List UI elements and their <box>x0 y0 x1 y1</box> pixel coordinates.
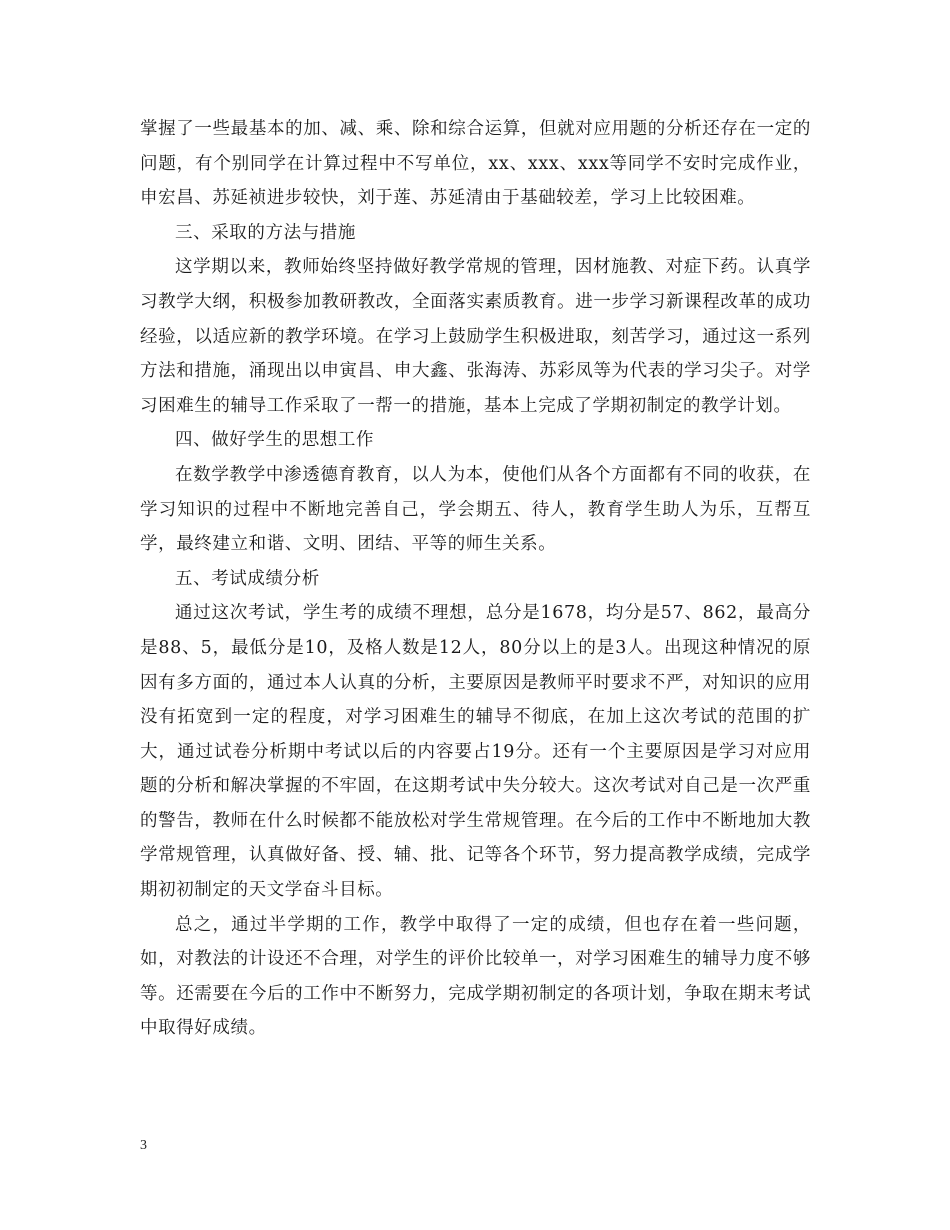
section-heading-ideology: 四、做好学生的思想工作 <box>175 430 375 451</box>
paragraph-methods: 这学期以来，教师始终坚持做好教学常规的管理，因材施教、对症下药。认真学习教学大纲，积极参加教研教改，全面落实素质教育。进一步学习新课程改革的成功经验，以适应新的教学环境。在学习上鼓励学生积极进取，刻苦学习，通过这一系列方法和措施，涌现出以申寅昌、申大鑫、张海涛、苏彩凤等为代表的学习尖子。对学习困难生的辅导工作采取了一帮一的措施，基本上完成了学期初制定的教学计划。 <box>140 257 811 416</box>
page-number: 3 <box>140 1138 147 1153</box>
paragraph-ideology: 在数学教学中渗透德育教育，以人为本，使他们从各个方面都有不同的收获，在学习知识的过程中不断地完善自己，学会期五、待人，教育学生助人为乐，互帮互学，最终建立和谐、文明、团结、平等的师生关系。 <box>140 464 811 555</box>
document-body <box>140 112 811 1046</box>
paragraph-exam-analysis: 通过这次考试，学生考的成绩不理想，总分是1678，均分是57、862，最高分是88、5，最低分是10，及格人数是12人，80分以上的是3人。出现这种情况的原因有多方面的，通过本人认真的分析，主要原因是教师平时要求不严，对知识的应用没有拓宽到一定的程度，对学习困难生的辅导不彻底，在加上这次考试的范围的扩大，通过试卷分析期中考试以后的内容要占19分。还有一个主要原因是学习对应用题的分析和解决掌握的不牢固，在这期考试中失分较大。这次考试对自己是一次严重的警告，教师在什么时候都不能放松对学生常规管理。在今后的工作中不断地加大教学常规管理，认真做好备、授、辅、批、记等各个环节，努力提高教学成绩，完成学期初初制定的天文学奋斗目标。 <box>140 603 811 901</box>
paragraph-continuation: 掌握了一些最基本的加、减、乘、除和综合运算，但就对应用题的分析还存在一定的问题，有个别同学在计算过程中不写单位，xx、xxx、xxx等同学不安时完成作业，申宏昌、苏延祯进步较快，刘于莲、苏延清由于基础较差，学习上比较困难。 <box>140 119 811 209</box>
paragraph-conclusion: 总之，通过半学期的工作，教学中取得了一定的成绩，但也存在着一些问题，如，对教法的计设还不合理，对学生的评价比较单一，对学习困难生的辅导力度不够等。还需要在今后的工作中不断努力，完成学期初制定的各项计划，争取在期末考试中取得好成绩。 <box>140 914 811 1039</box>
section-heading-methods: 三、采取的方法与措施 <box>175 222 356 243</box>
section-heading-exam-analysis: 五、考试成绩分析 <box>175 568 320 589</box>
